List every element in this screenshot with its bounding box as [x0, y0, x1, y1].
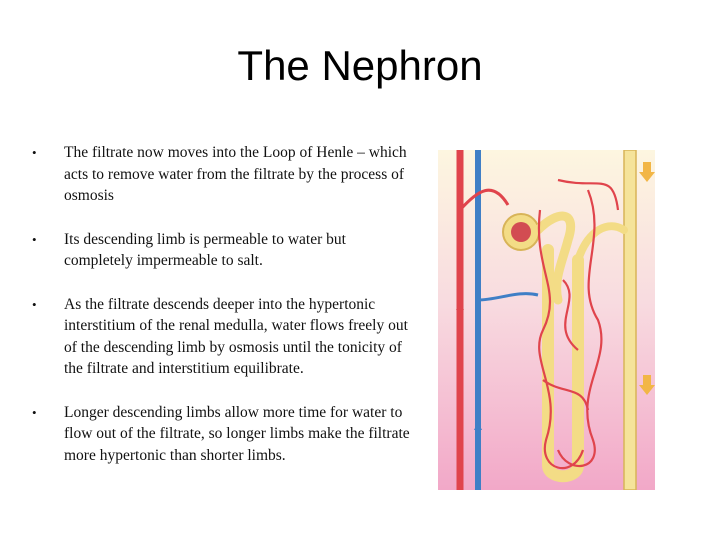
bullet-list	[30, 142, 410, 488]
bullet-text: Its descending limb is permeable to water but completely impermeable to salt.	[64, 230, 346, 269]
bullet-item	[30, 142, 410, 207]
bullet-marker: •	[32, 404, 37, 420]
bullet-marker: •	[32, 296, 37, 312]
nephron-diagram	[438, 150, 655, 490]
bullet-marker: •	[32, 145, 37, 160]
bullet-text: As the filtrate descends deeper into the hypertonic interstitium of the renal medulla, water flows freely out of the descending limb by osmosis until the tonicity of the filtrate and interstitium equilibrate.	[64, 295, 408, 377]
bullet-marker: •	[32, 231, 37, 247]
bullet-item	[30, 402, 410, 467]
bullet-text: Longer descending limbs allow more time for water to flow out of the filtrate, so longer limbs make the filtrate more hypertonic than shorter limbs.	[64, 403, 410, 464]
bullet-text: The filtrate now moves into the Loop of Henle – which acts to remove water from the filtrate by the process of osmosis	[64, 144, 407, 204]
slide-title: The Nephron	[237, 42, 483, 89]
bullet-item	[30, 229, 410, 272]
bullet-item	[30, 294, 410, 380]
glomerulus	[511, 222, 531, 242]
